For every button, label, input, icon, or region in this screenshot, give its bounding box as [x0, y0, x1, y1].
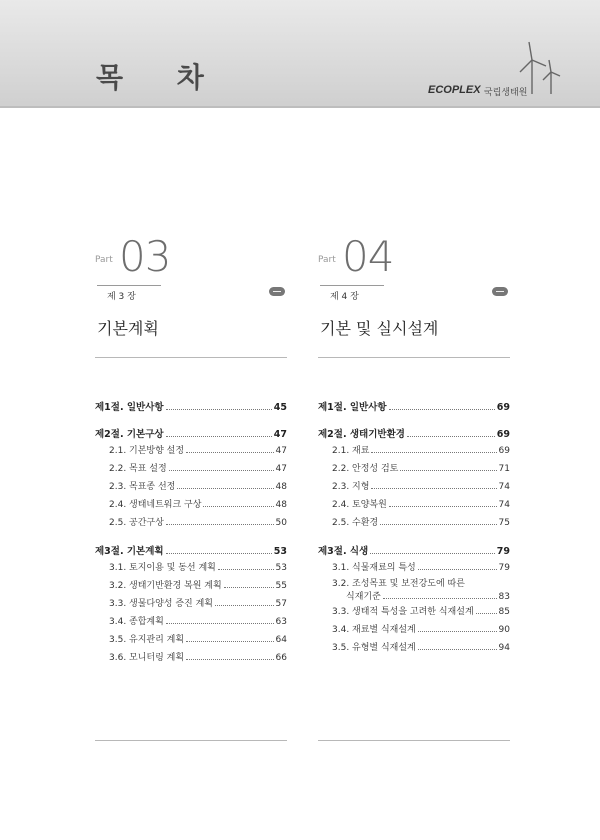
part-number: 03 — [119, 232, 171, 281]
toc-section[interactable]: 제2절. 생태기반환경 69 — [318, 429, 510, 440]
wind-turbine-icon — [518, 40, 562, 96]
toc-item[interactable]: 2.5. 수환경 75 — [332, 518, 510, 528]
toc-section[interactable]: 제1절. 일반사항 69 — [318, 402, 510, 413]
toc-item[interactable]: 2.5. 공간구상 50 — [109, 518, 287, 528]
logo-subtitle: 국립생태원 — [484, 88, 528, 98]
toc-item[interactable]: 3.4. 종합계획 63 — [109, 617, 287, 627]
part-underline — [97, 285, 161, 286]
arrow-icon — [269, 287, 285, 296]
part-title: 기본계획 — [97, 319, 159, 338]
chapter-label: 제 3 장 — [107, 292, 136, 302]
toc-item[interactable]: 3.1. 식물재료의 특성 79 — [332, 563, 510, 573]
toc-item[interactable]: 2.2. 목표 설정 47 — [109, 464, 287, 474]
part-number: 04 — [342, 232, 394, 281]
toc-item[interactable]: 2.2. 안정성 검토 71 — [332, 464, 510, 474]
toc-item[interactable]: 3.2. 조성목표 및 보전강도에 따른 식재기준 83 — [332, 579, 510, 602]
chapter-label: 제 4 장 — [330, 292, 359, 302]
toc-item[interactable]: 3.4. 재료별 식재설계 90 — [332, 625, 510, 635]
toc-item[interactable]: 3.2. 생태기반환경 복원 계획 55 — [109, 581, 287, 591]
toc-section[interactable]: 제3절. 기본계획 53 — [95, 546, 287, 557]
divider — [95, 740, 287, 741]
divider — [318, 740, 510, 741]
divider — [95, 357, 287, 358]
page-title: 목 차 — [96, 61, 226, 94]
toc-section[interactable]: 제1절. 일반사항 45 — [95, 402, 287, 413]
toc-item[interactable]: 3.6. 모니터링 계획 66 — [109, 653, 287, 663]
toc-item[interactable]: 3.3. 생태적 특성을 고려한 식재설계 85 — [332, 607, 510, 617]
part-title: 기본 및 실시설계 — [320, 319, 439, 338]
arrow-icon — [492, 287, 508, 296]
toc-item[interactable]: 3.1. 토지이용 및 동선 계획 53 — [109, 563, 287, 573]
part-label: Part — [318, 255, 336, 265]
toc-list — [95, 399, 287, 668]
toc-item[interactable]: 2.3. 목표종 선정 48 — [109, 482, 287, 492]
divider — [318, 357, 510, 358]
header-divider — [0, 106, 600, 108]
toc-item[interactable]: 3.5. 유형별 식재설계 94 — [332, 643, 510, 653]
toc-item[interactable]: 2.3. 지형 74 — [332, 482, 510, 492]
toc-list — [318, 399, 510, 658]
toc-item[interactable]: 2.4. 토양복원 74 — [332, 500, 510, 510]
ecoplex-logo: ECOPLEX — [428, 84, 481, 96]
toc-section[interactable]: 제3절. 식생 79 — [318, 546, 510, 557]
part-underline — [320, 285, 384, 286]
toc-item[interactable]: 3.5. 유지관리 계획 64 — [109, 635, 287, 645]
toc-item[interactable]: 3.3. 생물다양성 증진 계획 57 — [109, 599, 287, 609]
toc-section[interactable]: 제2절. 기본구상 47 — [95, 429, 287, 440]
toc-item[interactable]: 2.1. 재료 69 — [332, 446, 510, 456]
toc-item[interactable]: 2.4. 생태네트워크 구상 48 — [109, 500, 287, 510]
part-label: Part — [95, 255, 113, 265]
toc-item[interactable]: 2.1. 기본방향 설정 47 — [109, 446, 287, 456]
